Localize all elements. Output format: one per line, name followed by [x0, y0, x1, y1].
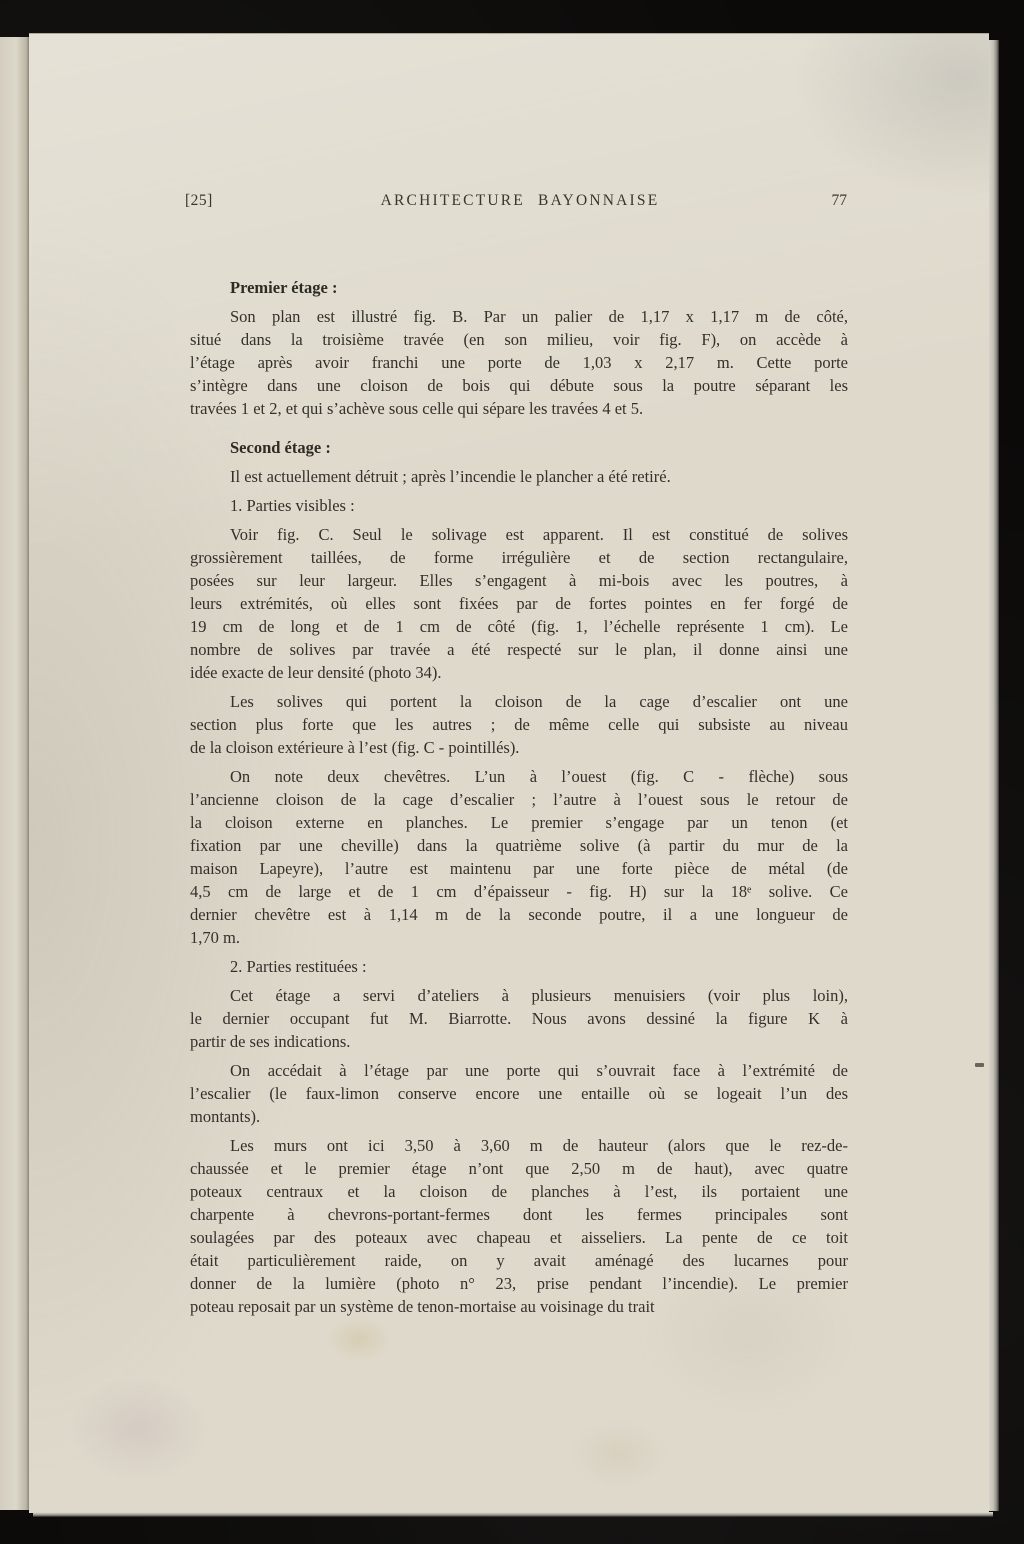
text-line: donner de la lumière (photo n° 23, prise pendant l’incendie). Le premier — [190, 1274, 848, 1293]
header-page-number: 77 — [831, 192, 847, 209]
text-line: 19 cm de long et de 1 cm de côté (fig. 1, l’échelle représente 1 cm). Le — [190, 617, 848, 636]
text-line: poteaux centraux et la cloison de planches à l’est, ils portaient une — [190, 1182, 848, 1201]
paragraph — [190, 305, 848, 420]
paragraph — [190, 1134, 848, 1318]
text-line: posées sur leur largeur. Elles s’engagent à mi-bois avec les poutres, à — [190, 571, 848, 590]
paragraph — [190, 523, 848, 684]
paragraph — [190, 690, 848, 759]
text-line: Voir fig. C. Seul le solivage est apparent. Il est constitué de solives — [230, 525, 848, 544]
text-line: poteau reposait par un système de tenon-mortaise au voisinage du trait — [190, 1297, 655, 1316]
page-block-side-edge — [989, 40, 999, 1511]
text-line: Il est actuellement détruit ; après l’incendie le plancher a été retiré. — [230, 467, 671, 486]
text-line: situé dans la troisième travée (en son milieu, voir fig. F), on accède à — [190, 330, 848, 349]
paragraph — [190, 494, 848, 517]
paragraph — [190, 984, 848, 1053]
text-line: partir de ses indications. — [190, 1032, 351, 1051]
text-line: l’ancienne cloison de la cage d’escalier ; l’autre à l’ouest sous le retour de — [190, 790, 848, 809]
text-column — [190, 260, 848, 1318]
text-line: s’intègre dans une cloison de bois qui débute sous la poutre séparant les — [190, 376, 848, 395]
text-line: soulagées par des poteaux avec chapeau et aisseliers. La pente de ce toit — [190, 1228, 848, 1247]
text-line: maison Lapeyre), l’autre est maintenu par une forte pièce de métal (de — [190, 859, 848, 878]
section-heading — [190, 436, 848, 459]
text-line: section plus forte que les autres ; de même celle qui subsiste au niveau — [190, 715, 848, 734]
text-line: de la cloison extérieure à l’est (fig. C - pointillés). — [190, 738, 520, 757]
paragraph — [190, 955, 848, 978]
text-line: On accédait à l’étage par une porte qui s’ouvrait face à l’extrémité de — [230, 1061, 848, 1080]
text-line: Premier étage : — [230, 278, 338, 297]
text-line: Son plan est illustré fig. B. Par un palier de 1,17 x 1,17 m de côté, — [230, 307, 848, 326]
text-line: dernier chevêtre est à 1,14 m de la seconde poutre, il a une longueur de — [190, 905, 848, 924]
text-line: était particulièrement raide, on y avait aménagé des lucarnes pour — [190, 1251, 848, 1270]
text-line: Second étage : — [230, 438, 331, 457]
text-line: chaussée et le premier étage n’ont que 2,50 m de haut), avec quatre — [190, 1159, 848, 1178]
ink-mark-artifact — [975, 1063, 984, 1067]
book-page — [29, 33, 989, 1513]
text-line: nombre de solives par travée a été respecté sur le plan, il donne ainsi une — [190, 640, 848, 659]
paragraph — [190, 1059, 848, 1128]
text-line: fixation par une cheville) dans la quatrième solive (à partir du mur de la — [190, 836, 848, 855]
page-block-bottom-edge — [33, 1512, 993, 1517]
running-head — [185, 192, 850, 214]
paragraph — [190, 465, 848, 488]
text-line: idée exacte de leur densité (photo 34). — [190, 663, 442, 682]
text-line: 1,70 m. — [190, 928, 240, 947]
text-line: l’escalier (le faux-limon conserve encore une entaille où se logeait l’un des — [190, 1084, 848, 1103]
text-line: 4,5 cm de large et de 1 cm d’épaisseur - fig. H) sur la 18ᵉ solive. Ce — [190, 882, 848, 901]
header-bracket-number: [25] — [185, 192, 213, 209]
text-line: l’étage après avoir franchi une porte de 1,03 x 2,17 m. Cette porte — [190, 353, 848, 372]
text-line: charpente à chevrons-portant-fermes dont les fermes principales sont — [190, 1205, 848, 1224]
text-line: travées 1 et 2, et qui s’achève sous celle qui sépare les travées 4 et 5. — [190, 399, 644, 418]
text-line: 2. Parties restituées : — [230, 957, 367, 976]
text-line: grossièrement taillées, de forme irrégulière et de section rectangulaire, — [190, 548, 848, 567]
text-line: On note deux chevêtres. L’un à l’ouest (fig. C - flèche) sous — [230, 767, 848, 786]
header-title: ARCHITECTURE BAYONNAISE — [380, 192, 660, 209]
text-line: Les murs ont ici 3,50 à 3,60 m de hauteur (alors que le rez-de- — [230, 1136, 848, 1155]
text-line: le dernier occupant fut M. Biarrotte. Nous avons dessiné la figure K à — [190, 1009, 848, 1028]
text-line: Les solives qui portent la cloison de la cage d’escalier ont une — [230, 692, 848, 711]
text-line: leurs extrémités, où elles sont fixées par de fortes pointes en fer forgé de — [190, 594, 848, 613]
facing-page-edge — [0, 37, 29, 1510]
paragraph — [190, 765, 848, 949]
text-line: Cet étage a servi d’ateliers à plusieurs menuisiers (voir plus loin), — [230, 986, 848, 1005]
section-heading — [190, 276, 848, 299]
text-line: la cloison externe en planches. Le premier s’engage par un tenon (et — [190, 813, 848, 832]
text-line: montants). — [190, 1107, 261, 1126]
text-line: 1. Parties visibles : — [230, 496, 355, 515]
